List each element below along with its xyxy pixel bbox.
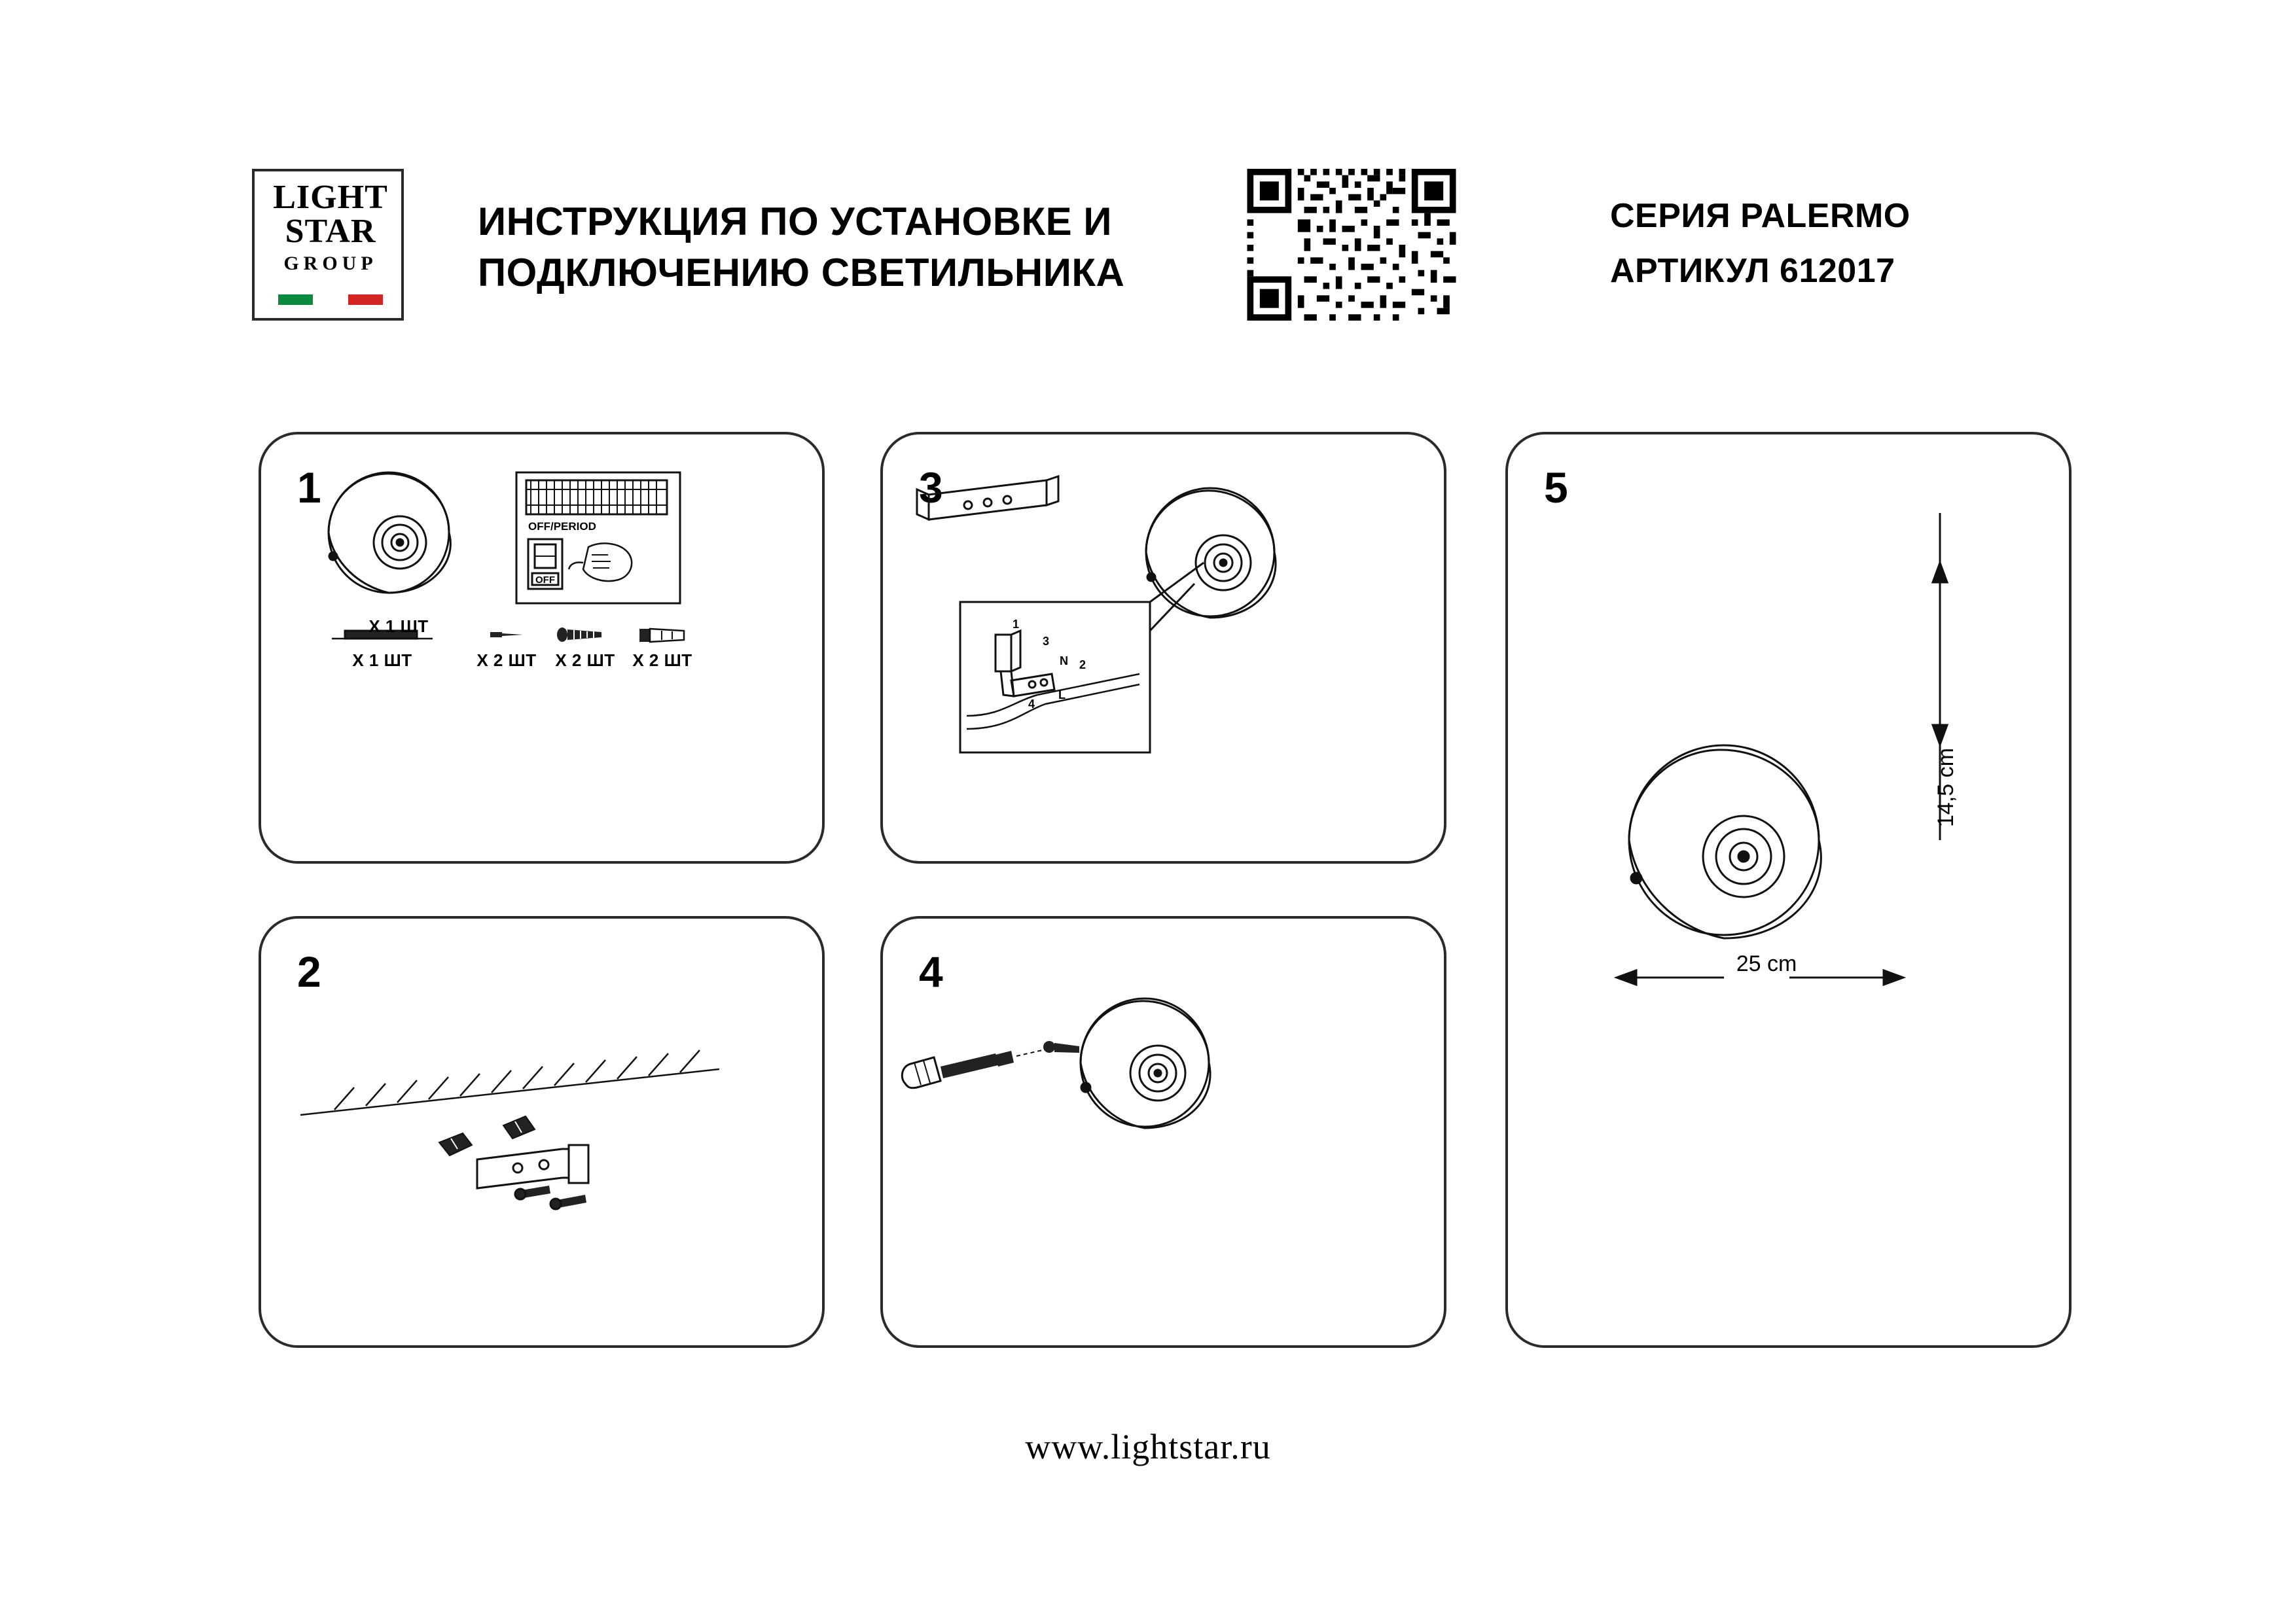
article-label: АРТИКУЛ 612017 [1610,252,1895,290]
terminal-mark-l: L [1058,688,1066,701]
terminal-mark-1: 1 [1013,618,1020,631]
switch-on-off-label: OFF/PERIOD [528,520,596,533]
dimension-height-label: 14,5 cm [1933,748,1958,827]
step-3-illustration [883,434,1449,866]
step-number-1: 1 [297,463,321,512]
step-2-illustration [261,919,827,1350]
step-panel-2 [259,916,825,1348]
terminal-mark-3: 3 [1043,635,1050,648]
qr-code [1247,169,1456,321]
step-number-3: 3 [919,463,943,512]
step-number-5: 5 [1544,463,1568,512]
logo-line-3: GROUP [283,253,378,274]
italian-flag-icon [278,294,383,305]
step-4-illustration [883,919,1449,1350]
step-panel-5 [1505,432,2072,1348]
terminal-mark-n: N [1060,654,1068,667]
brand-logo [252,169,404,321]
step-panel-4 [880,916,1446,1348]
part-quantity-1: X 1 ШТ [352,650,412,670]
brand-logo-text [255,181,406,274]
dimension-width-label: 25 cm [1736,951,1797,976]
part-quantity-2: X 2 ШТ [476,650,537,670]
terminal-mark-4: 4 [1028,697,1035,711]
part-quantity-4: X 2 ШТ [632,650,692,670]
step-number-4: 4 [919,947,943,996]
document-header [0,0,2296,366]
step-panel-3 [880,432,1446,864]
part-quantity-3: X 2 ШТ [555,650,615,670]
switch-off-label: OFF [535,574,555,586]
lamp-quantity-label: X 1 ШТ [368,616,429,636]
website-link[interactable]: www.lightstar.ru [1025,1427,1271,1466]
logo-line-1: LIGHT [273,179,388,216]
page-title: ИНСТРУКЦИЯ ПО УСТАНОВКЕ И ПОДКЛЮЧЕНИЮ СВЕТИЛЬНИКА [478,200,1125,294]
series-label: СЕРИЯ PALERMO [1610,197,1910,235]
step-number-2: 2 [297,947,321,996]
step-panel-1 [259,432,825,864]
step-5-illustration [1508,434,2074,1350]
footer [0,1426,2296,1467]
terminal-mark-2: 2 [1079,658,1086,671]
logo-line-2: STAR [285,213,376,250]
product-info [1610,196,2134,291]
